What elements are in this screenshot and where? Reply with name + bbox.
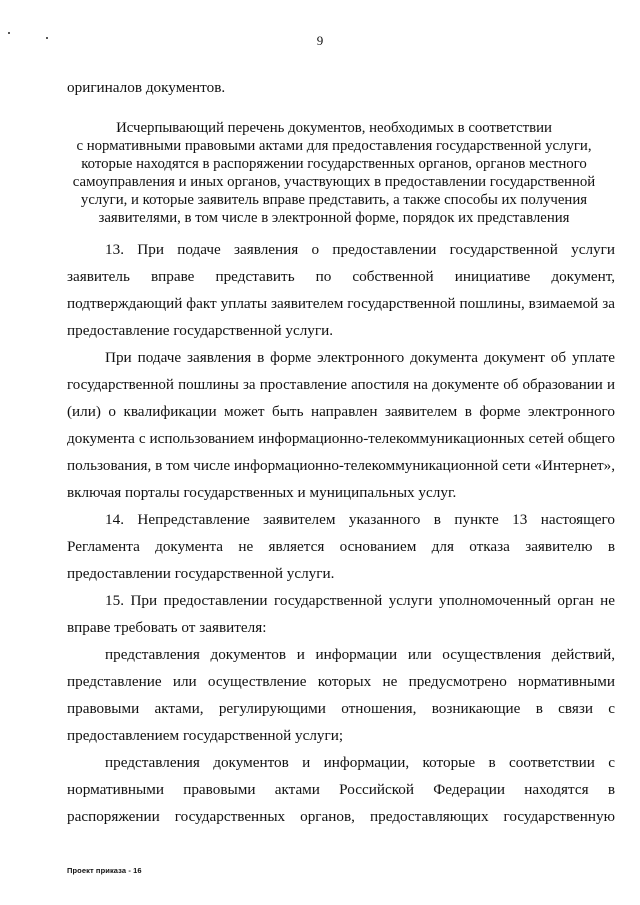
section-heading-line: Исчерпывающий перечень документов, необходимых в соответствии <box>116 120 552 136</box>
page-number: 9 <box>316 33 324 48</box>
document-footer: Проект приказа - 16 <box>67 866 142 875</box>
paragraph-line: предоставление государственной услуги. <box>67 322 334 339</box>
paragraph-line: правовыми актами, регулирующими отношения, возникающие в связи с <box>67 700 615 717</box>
section-heading-line: услуги, и которые заявитель вправе представить, а также способы их получения <box>80 192 588 208</box>
paragraph-line: нормативными правовыми актами Российской Федерации находятся в <box>67 781 615 798</box>
paragraph-line: 13. При подаче заявления о предоставлении государственной услуги <box>105 241 615 258</box>
paragraph-line: представления документов и информации, которые в соответствии с <box>105 754 615 771</box>
paragraph-line: 15. При предоставлении государственной услуги уполномоченный орган не <box>105 592 615 609</box>
paragraph-line: включая порталы государственных и муниципальных услуг. <box>67 484 457 501</box>
paragraph-line: заявитель вправе представить по собственной инициативе документ, <box>67 268 615 285</box>
paragraph-line: документа с использованием информационно-телекоммуникационных сетей общего <box>67 430 615 447</box>
paragraph-line: государственной пошлины за проставление апостиля на документе об образовании и <box>67 377 615 393</box>
section-heading-line: заявителями, в том числе в электронной форме, порядок их представления <box>98 210 570 226</box>
section-heading-line: с нормативными правовыми актами для предоставления государственной услуги, <box>76 138 592 154</box>
paragraph-line: распоряжении государственных органов, предоставляющих государственную <box>67 808 615 825</box>
section-heading-line: которые находятся в распоряжении государственных органов, органов местного <box>81 156 587 172</box>
paragraph-line: оригиналов документов. <box>67 79 226 96</box>
paragraph-line: вправе требовать от заявителя: <box>67 619 267 636</box>
paragraph-line: предоставлением государственной услуги; <box>67 727 344 744</box>
paragraph-line: пользования, в том числе информационно-телекоммуникационной сети «Интернет», <box>67 457 615 474</box>
paragraph-line: подтверждающий факт уплаты заявителем государственной пошлины, взимаемой за <box>67 295 615 312</box>
paragraph-line: (или) о квалификации может быть направлен заявителем в форме электронного <box>67 403 615 420</box>
paragraph-line: 14. Непредставление заявителем указанного в пункте 13 настоящего <box>105 511 615 528</box>
section-heading-line: самоуправления и иных органов, участвующих в предоставлении государственной <box>72 174 596 190</box>
paragraph-line: представления документов и информации или осуществления действий, <box>105 646 615 663</box>
paragraph-line: При подаче заявления в форме электронного документа документ об уплате <box>105 349 615 366</box>
paragraph-line: представление или осуществление которых не предусмотрено нормативными <box>67 673 615 690</box>
paragraph-line: Регламента документа не является основанием для отказа заявителю в <box>67 538 615 555</box>
paragraph-line: предоставлении государственной услуги. <box>67 565 335 582</box>
